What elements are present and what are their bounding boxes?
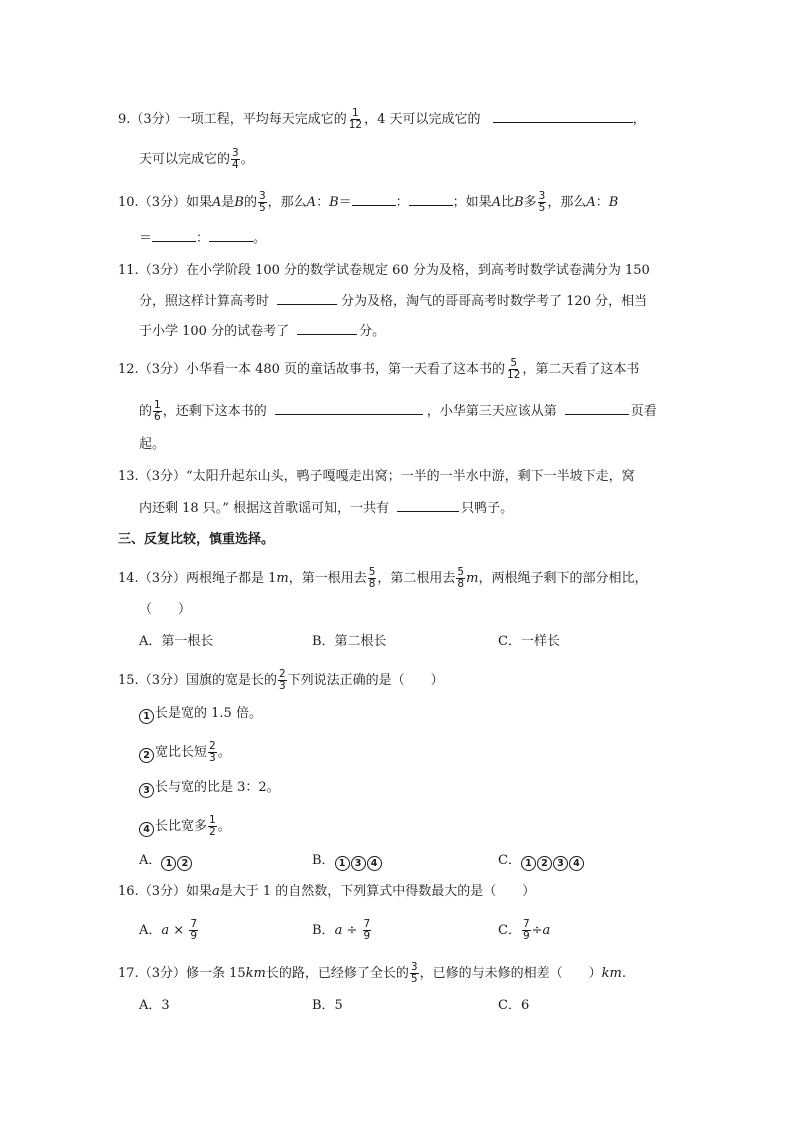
- frac-num: 5: [368, 566, 376, 578]
- q15-text: 长是宽的 1.5 倍。: [155, 706, 262, 721]
- q9-line1: [118, 108, 646, 131]
- q11-line2: [139, 292, 647, 311]
- q12-fraction-5-12: [506, 358, 521, 381]
- q10-blank-4[interactable]: [209, 229, 253, 242]
- frac-num: 3: [538, 190, 546, 202]
- q10-text: 比: [501, 195, 515, 210]
- circled-4: 4: [569, 856, 584, 871]
- q12-text: ，小华第三天应该从第: [426, 404, 557, 419]
- frac-num: 1: [352, 107, 359, 119]
- var-a: A: [211, 195, 222, 210]
- colon: ：: [595, 195, 609, 210]
- q10-text: ，那么: [547, 195, 587, 210]
- q14-text: ，两根绳子剩下的部分相比，: [478, 571, 648, 586]
- q12-fraction-1-6: [153, 400, 162, 423]
- q10-text: 是: [221, 195, 235, 210]
- q14-text: ，第一根用去: [288, 571, 367, 586]
- q12-text: ，还剩下这本书的: [162, 404, 267, 419]
- q13-text: 只鸭子。: [461, 501, 514, 516]
- var-a: A: [491, 195, 502, 210]
- q13-number: 13.: [118, 469, 139, 484]
- unit-km: km: [245, 966, 266, 981]
- circled-1: 1: [521, 856, 536, 871]
- frac-den: 9: [190, 930, 198, 942]
- frac-num: 1: [154, 399, 161, 411]
- divide-sign: ÷: [531, 923, 543, 938]
- q15-statement-3: [139, 779, 280, 798]
- q11-blank-2[interactable]: [297, 322, 357, 335]
- frac-num: 5: [457, 566, 465, 578]
- q11-text: 在小学阶段 100 分的数学试卷规定 60 分为及格，到高考时数学试卷满分为 150: [185, 263, 650, 278]
- q15-text: 。: [217, 819, 231, 834]
- frac-den: 2: [209, 826, 216, 838]
- section-3-heading: 三、反复比较，慎重选择。: [118, 532, 275, 547]
- q15-fraction-1-2: [208, 815, 217, 838]
- q16-option-b[interactable]: [312, 919, 372, 942]
- q17-fraction-3-5: [410, 962, 419, 985]
- circled-1: 1: [139, 709, 154, 724]
- q10-text: 如果: [185, 195, 212, 210]
- q14-text: ，第二根用去: [377, 571, 456, 586]
- q12-text: 页看: [630, 404, 657, 419]
- frac-num: 3: [410, 961, 418, 973]
- q10-line1: [118, 191, 618, 214]
- colon: ：: [395, 195, 409, 210]
- q9-text: ，4 天可以完成它的: [364, 112, 481, 127]
- q9-text: 天可以完成它的: [139, 152, 231, 167]
- q10-text: ；如果: [452, 195, 492, 210]
- q17-text: ，已修的与未修的相差（ ）: [419, 966, 602, 981]
- q14-paren[interactable]: （ ）: [139, 602, 192, 617]
- q16-score: （3分）: [138, 884, 186, 899]
- q14-line1: [118, 567, 647, 590]
- q9-fraction-1-12: [348, 108, 363, 131]
- q14-option-c[interactable]: C．一样长: [498, 634, 560, 649]
- q16-fraction-7-9: [522, 919, 531, 942]
- q15-option-c[interactable]: [498, 852, 585, 871]
- q15-number: 15.: [118, 673, 139, 688]
- q16-text: 是大于 1 的自然数，下列算式中得数最大的是（ ）: [219, 884, 536, 899]
- q17-number: 17.: [118, 966, 139, 981]
- divide-sign: ÷: [346, 923, 358, 938]
- q10-line2: [139, 229, 266, 248]
- q15-option-a[interactable]: [139, 852, 193, 871]
- frac-den: 6: [154, 411, 161, 423]
- option-label: A．: [139, 853, 162, 868]
- q10-text: 多: [523, 195, 537, 210]
- times-sign: ×: [173, 923, 185, 938]
- circled-1: 1: [161, 856, 176, 871]
- q17-option-a[interactable]: A．3: [139, 998, 170, 1013]
- circled-3: 3: [139, 783, 154, 798]
- q15-line1: [118, 669, 444, 692]
- frac-den: 5: [410, 973, 418, 985]
- q12-score: （3分）: [138, 362, 186, 377]
- var-a: a: [334, 923, 343, 938]
- q12-line2: [139, 400, 657, 423]
- q13-score: （3分）: [138, 469, 186, 484]
- circled-2: 2: [537, 856, 552, 871]
- frac-num: 1: [209, 814, 216, 826]
- equals: ＝: [338, 195, 352, 210]
- q16-fraction-7-9: [363, 919, 372, 942]
- q15-option-b[interactable]: [312, 852, 383, 871]
- frac-den: 3: [209, 752, 216, 764]
- unit-m: m: [276, 571, 289, 586]
- q15-text: 宽比长短: [155, 745, 208, 760]
- q14-option-b[interactable]: B．第二根长: [312, 634, 387, 649]
- circled-2: 2: [177, 856, 192, 871]
- q10-blank-1[interactable]: [352, 193, 396, 206]
- q16-option-c[interactable]: [498, 919, 550, 942]
- frac-den: 12: [348, 119, 363, 131]
- q9-score: （3分）: [130, 112, 178, 127]
- unit-m: m: [466, 571, 479, 586]
- option-label: A．: [139, 923, 162, 938]
- q12-text: ，第二天看了这本书: [522, 362, 640, 377]
- q12-line1: [118, 358, 639, 381]
- circled-4: 4: [139, 822, 154, 837]
- q11-score: （3分）: [138, 263, 186, 278]
- q12-text: 的: [139, 404, 153, 419]
- q9-text: 一项工程，平均每天完成它的: [177, 112, 347, 127]
- q10-fraction-3-5: [258, 191, 267, 214]
- q11-text: 分为及格，淘气的哥哥高考时数学考了 120 分，相当: [341, 294, 648, 309]
- q11-text: 分，照这样计算高考时: [139, 294, 270, 309]
- q10-number: 10.: [118, 195, 139, 210]
- q10-blank-2[interactable]: [409, 193, 453, 206]
- frac-num: 7: [190, 918, 198, 930]
- q14-score: （3分）: [138, 571, 186, 586]
- var-a: a: [542, 923, 551, 938]
- frac-den: 5: [258, 202, 266, 214]
- frac-den: 9: [363, 930, 371, 942]
- q14-fraction-5-8: [368, 567, 377, 590]
- q12-number: 12.: [118, 362, 139, 377]
- q13-line2: [139, 499, 513, 518]
- q10-text: 。: [253, 231, 267, 246]
- q10-fraction-3-5b: [538, 191, 547, 214]
- unit-km: km: [601, 966, 622, 981]
- q14-fraction-5-8b: [456, 567, 465, 590]
- q15-text: 。: [217, 745, 231, 760]
- q9-number: 9.: [118, 112, 131, 127]
- q9-fraction-3-4: [231, 148, 240, 171]
- q15-fraction-2-3b: [208, 741, 217, 764]
- frac-num: 2: [209, 740, 216, 752]
- q9-answer-blank[interactable]: [493, 110, 633, 123]
- q17-score: （3分）: [138, 966, 186, 981]
- q13-text: “太阳升起东山头，鸭子嘎嘎走出窝；一半的一半水中游，剩下一半坡下走，窝: [185, 469, 635, 484]
- q15-statement-1: [139, 705, 262, 724]
- q11-number: 11.: [118, 263, 139, 278]
- equals: ＝: [139, 231, 153, 246]
- var-b: B: [608, 195, 619, 210]
- q16-fraction-7-9: [189, 919, 198, 942]
- circled-3: 3: [351, 856, 366, 871]
- var-a: A: [306, 195, 317, 210]
- q12-text: 小华看一本 480 页的童话故事书，第一天看了这本书的: [185, 362, 506, 377]
- frac-den: 3: [278, 680, 286, 692]
- q12-blank-1[interactable]: [275, 402, 423, 415]
- q9-text: ，: [632, 112, 646, 127]
- frac-num: 5: [510, 357, 518, 369]
- q11-text: 于小学 100 分的试卷考了: [139, 324, 290, 339]
- var-a: a: [211, 884, 220, 899]
- q13-text: 内还剩 18 只。” 根据这首歌谣可知，一共有: [139, 501, 390, 516]
- q11-line3: [139, 322, 385, 341]
- q12-line3: [139, 436, 165, 454]
- option-label: C．: [498, 923, 521, 938]
- var-a: a: [161, 923, 170, 938]
- q13-blank[interactable]: [397, 499, 459, 512]
- frac-den: 12: [507, 369, 521, 381]
- q15-text: 国旗的宽是长的: [185, 673, 277, 688]
- q14-text: 两根绳子都是 1: [185, 571, 277, 586]
- q16-text: 如果: [185, 884, 212, 899]
- q12-text: 起。: [139, 437, 166, 452]
- q17-option-c[interactable]: C．6: [498, 998, 530, 1013]
- q17-option-b[interactable]: B．5: [312, 998, 343, 1013]
- q15-score: （3分）: [138, 673, 186, 688]
- q16-line1: [118, 883, 535, 901]
- q16-number: 16.: [118, 884, 139, 899]
- option-label: B．: [312, 923, 335, 938]
- frac-den: 8: [368, 578, 376, 590]
- q11-blank-1[interactable]: [277, 292, 337, 305]
- q15-text: 长与宽的比是 3：2。: [155, 780, 280, 795]
- frac-num: 7: [363, 918, 371, 930]
- q15-text: 长比宽多: [155, 819, 208, 834]
- circled-1: 1: [335, 856, 350, 871]
- circled-4: 4: [367, 856, 382, 871]
- frac-den: 5: [538, 202, 546, 214]
- q10-text: ，那么: [267, 195, 307, 210]
- q17-text: 修一条 15: [185, 966, 246, 981]
- q10-blank-3[interactable]: [152, 229, 196, 242]
- colon: ：: [196, 231, 210, 246]
- q14-number: 14.: [118, 571, 139, 586]
- frac-num: 3: [232, 147, 239, 159]
- colon: ：: [316, 195, 330, 210]
- q15-statement-2: [139, 741, 231, 764]
- circled-2: 2: [139, 748, 154, 763]
- option-label: B．: [312, 853, 335, 868]
- frac-den: 8: [457, 578, 465, 590]
- q11-line1: [118, 262, 650, 280]
- frac-den: 4: [232, 159, 239, 171]
- q14-option-a[interactable]: A．第一根长: [139, 634, 214, 649]
- q10-score: （3分）: [138, 195, 186, 210]
- var-b: B: [234, 195, 244, 210]
- var-a: A: [586, 195, 596, 210]
- q13-line1: [118, 468, 635, 486]
- option-label: C．: [498, 853, 521, 868]
- q15-fraction-2-3: [278, 669, 287, 692]
- q11-text: 分。: [359, 324, 386, 339]
- frac-den: 9: [522, 930, 530, 942]
- frac-num: 7: [522, 918, 530, 930]
- frac-num: 3: [258, 190, 266, 202]
- q17-line1: 17.（3分）修一条 15km长的路，已经修了全长的 $\frac{3}{5}$ ，已修的与未修的相差（ ）km.: [118, 961, 626, 985]
- frac-num: 2: [278, 668, 286, 680]
- var-b: B: [329, 195, 339, 210]
- q16-option-a[interactable]: [139, 919, 199, 942]
- q9-line2: [139, 148, 254, 171]
- q17-text: 长的路，已经修了全长的: [265, 966, 409, 981]
- circled-3: 3: [553, 856, 568, 871]
- q15-statement-4: [139, 815, 231, 838]
- q9-text: 。: [240, 152, 254, 167]
- var-b: B: [514, 195, 524, 210]
- q10-text: 的: [243, 195, 257, 210]
- q12-blank-2[interactable]: [565, 402, 629, 415]
- q15-text: 下列说法正确的是（ ）: [287, 673, 444, 688]
